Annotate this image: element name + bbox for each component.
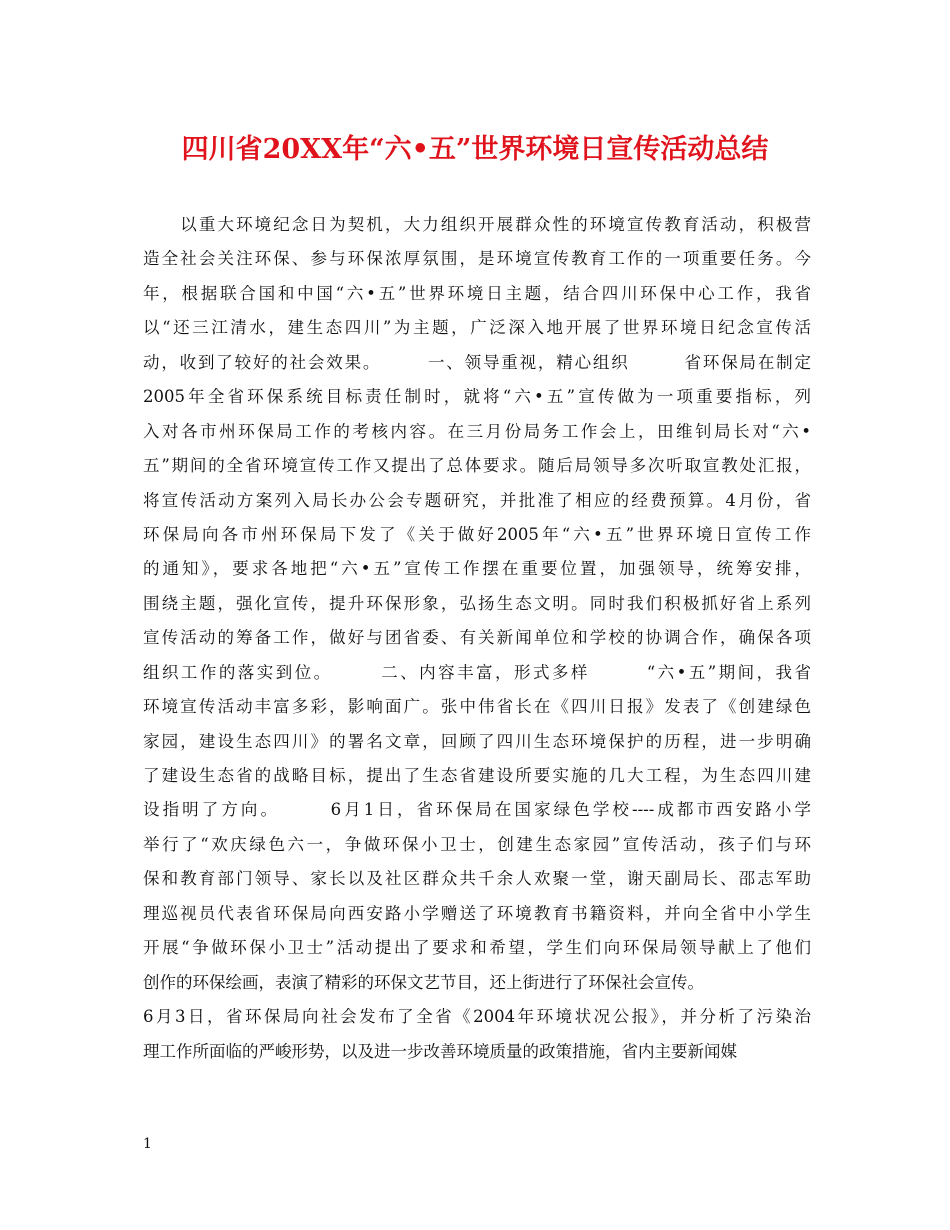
page-number: 1 bbox=[143, 1136, 152, 1152]
paragraph-line: 将宣传活动方案列入局长办公会专题研究，并批准了相应的经费预算。4月份，省 bbox=[143, 490, 811, 510]
paragraph-line: 理工作所面临的严峻形势，以及进一步改善环境质量的政策措施，省内主要新闻媒 bbox=[143, 1041, 737, 1061]
paragraph-line: 6月3日，省环保局向社会发布了全省《2004年环境状况公报》，并分析了污染治 bbox=[143, 1007, 811, 1027]
paragraph-line: 创作的环保绘画，表演了精彩的环保文艺节目，还上街进行了环保社会宣传。 bbox=[143, 972, 704, 992]
paragraph-line: 以“还三江清水，建生态四川”为主题，广泛深入地开展了世界环境日纪念宣传活 bbox=[143, 318, 811, 338]
paragraph-line: 造全社会关注环保、参与环保浓厚氛围，是环境宣传教育工作的一项重要任务。今 bbox=[143, 249, 811, 269]
paragraph-line: 组织工作的落实到位。 二、内容丰富，形式多样 “六•五”期间，我省 bbox=[143, 662, 811, 682]
paragraph-line: 以重大环境纪念日为契机，大力组织开展群众性的环境宣传教育活动，积极营 bbox=[143, 215, 811, 234]
document-body bbox=[143, 208, 811, 1069]
paragraph-line: 的通知》，要求各地把“六•五”宣传工作摆在重要位置，加强领导，统筹安排， bbox=[143, 559, 811, 579]
paragraph-line: 环境宣传活动丰富多彩，影响面广。张中伟省长在《四川日报》发表了《创建绿色 bbox=[143, 697, 811, 717]
document-title: 四川省20XX年“六•五”世界环境日宣传活动总结 bbox=[181, 134, 769, 165]
paragraph-line: 举行了“欢庆绿色六一，争做环保小卫士，创建生态家园”宣传活动，孩子们与环 bbox=[143, 834, 811, 854]
paragraph-line: 2005年全省环保系统目标责任制时，就将“六•五”宣传做为一项重要指标，列 bbox=[143, 387, 811, 407]
paragraph-line: 宣传活动的筹备工作，做好与团省委、有关新闻单位和学校的协调合作，确保各项 bbox=[143, 628, 811, 648]
paragraph-line: 入对各市州环保局工作的考核内容。在三月份局务工作会上，田维钊局长对“六• bbox=[143, 421, 811, 441]
paragraph-line: 设指明了方向。 6月1日，省环保局在国家绿色学校----成都市西安路小学 bbox=[143, 800, 811, 820]
paragraph-line: 家园，建设生态四川》的署名文章，回顾了四川生态环境保护的历程，进一步明确 bbox=[143, 731, 811, 751]
paragraph-line: 保和教育部门领导、家长以及社区群众共千余人欢聚一堂，谢天副局长、邵志军助 bbox=[143, 869, 811, 889]
paragraph-line: 五”期间的全省环境宣传工作又提出了总体要求。随后局领导多次听取宣教处汇报， bbox=[143, 456, 811, 476]
paragraph-line: 围绕主题，强化宣传，提升环保形象，弘扬生态文明。同时我们积极抓好省上系列 bbox=[143, 593, 811, 613]
paragraph-line: 年，根据联合国和中国“六•五”世界环境日主题，结合四川环保中心工作，我省 bbox=[143, 283, 811, 303]
paragraph-line: 动，收到了较好的社会效果。 一、领导重视，精心组织 省环保局在制定 bbox=[143, 352, 811, 372]
paragraph-line: 了建设生态省的战略目标，提出了生态省建设所要实施的几大工程，为生态四川建 bbox=[143, 766, 811, 785]
paragraph-line: 开展“争做环保小卫士”活动提出了要求和希望，学生们向环保局领导献上了他们 bbox=[143, 938, 811, 958]
paragraph-line: 理巡视员代表省环保局向西安路小学赠送了环境教育书籍资料，并向全省中小学生 bbox=[143, 903, 811, 923]
paragraph-line: 环保局向各市州环保局下发了《关于做好2005年“六•五”世界环境日宣传工作 bbox=[143, 524, 811, 544]
